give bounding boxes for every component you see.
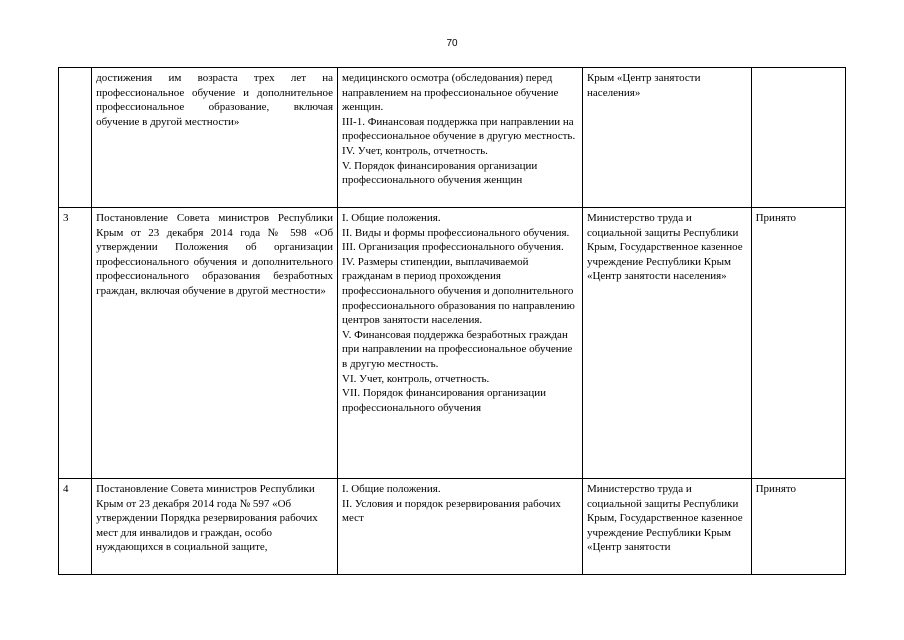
section-item: I. Общие положения. bbox=[342, 483, 441, 495]
section-item: IV. Размеры стипендии, выплачиваемой гражданам в период прохождения профессионального обучения и дополнительного профессионального образования по направлению центров занятости населения. bbox=[342, 255, 575, 327]
section-item: III. Организация профессионального обучения. bbox=[342, 241, 564, 254]
status-cell bbox=[751, 68, 845, 208]
organization-cell: Министерство труда и социальной защиты Республики Крым, Государственное казенное учреждение Республики Крым «Центр занятости bbox=[582, 479, 751, 575]
section-item: II. Виды и формы профессионального обучения. bbox=[342, 226, 570, 239]
page-number: 70 bbox=[446, 38, 458, 49]
section-item: медицинского осмотра (обследования) перед направлением на профессиональное обучение женщин. bbox=[342, 72, 559, 114]
sections-cell bbox=[338, 479, 583, 575]
sections-cell bbox=[338, 208, 583, 479]
act-name-cell: Постановление Совета министров Республики Крым от 23 декабря 2014 года № 598 «Об утверждении Положения об организации профессионального обучения и дополнительного профессионального образования безработных граждан, включая обучение в другой местности» bbox=[92, 208, 338, 479]
table-row bbox=[59, 68, 846, 208]
section-item: V. Финансовая поддержка безработных граждан при направлении на профессиональное обучение в другую местность. bbox=[342, 328, 573, 370]
status-cell: Принято bbox=[751, 479, 845, 575]
section-item: V. Порядок финансирования организации профессионального обучения женщин bbox=[342, 159, 538, 187]
act-name-cell: достижения им возраста трех лет на профессиональное обучение и дополнительное профессиональное образование, включая обучение в другой местности» bbox=[92, 68, 338, 208]
section-item: III-1. Финансовая поддержка при направлении на профессиональное обучение в другую местность. bbox=[342, 115, 576, 143]
table-row bbox=[59, 479, 846, 575]
status-cell: Принято bbox=[751, 208, 845, 479]
act-name-cell: Постановление Совета министров Республики Крым от 23 декабря 2014 года № 597 «Об утверждении Порядка резервирования рабочих мест для инвалидов и граждан, особо нуждающихся в социальной защите, bbox=[92, 479, 338, 575]
document-table bbox=[58, 67, 846, 575]
section-item: VI. Учет, контроль, отчетность. bbox=[342, 372, 490, 385]
organization-cell: Крым «Центр занятости населения» bbox=[582, 68, 751, 208]
section-item: IV. Учет, контроль, отчетность. bbox=[342, 144, 488, 157]
row-number-cell: 4 bbox=[59, 479, 92, 575]
section-item: VII. Порядок финансирования организации профессионального обучения bbox=[342, 387, 547, 414]
organization-cell: Министерство труда и социальной защиты Республики Крым, Государственное казенное учреждение Республики Крым «Центр занятости населения» bbox=[582, 208, 751, 479]
section-item: II. Условия и порядок резервирования рабочих мест bbox=[342, 497, 561, 525]
row-number-cell bbox=[59, 68, 92, 208]
section-item: I. Общие положения. bbox=[342, 212, 441, 224]
sections-cell bbox=[338, 68, 583, 208]
table-row bbox=[59, 208, 846, 479]
row-number-cell: 3 bbox=[59, 208, 92, 479]
